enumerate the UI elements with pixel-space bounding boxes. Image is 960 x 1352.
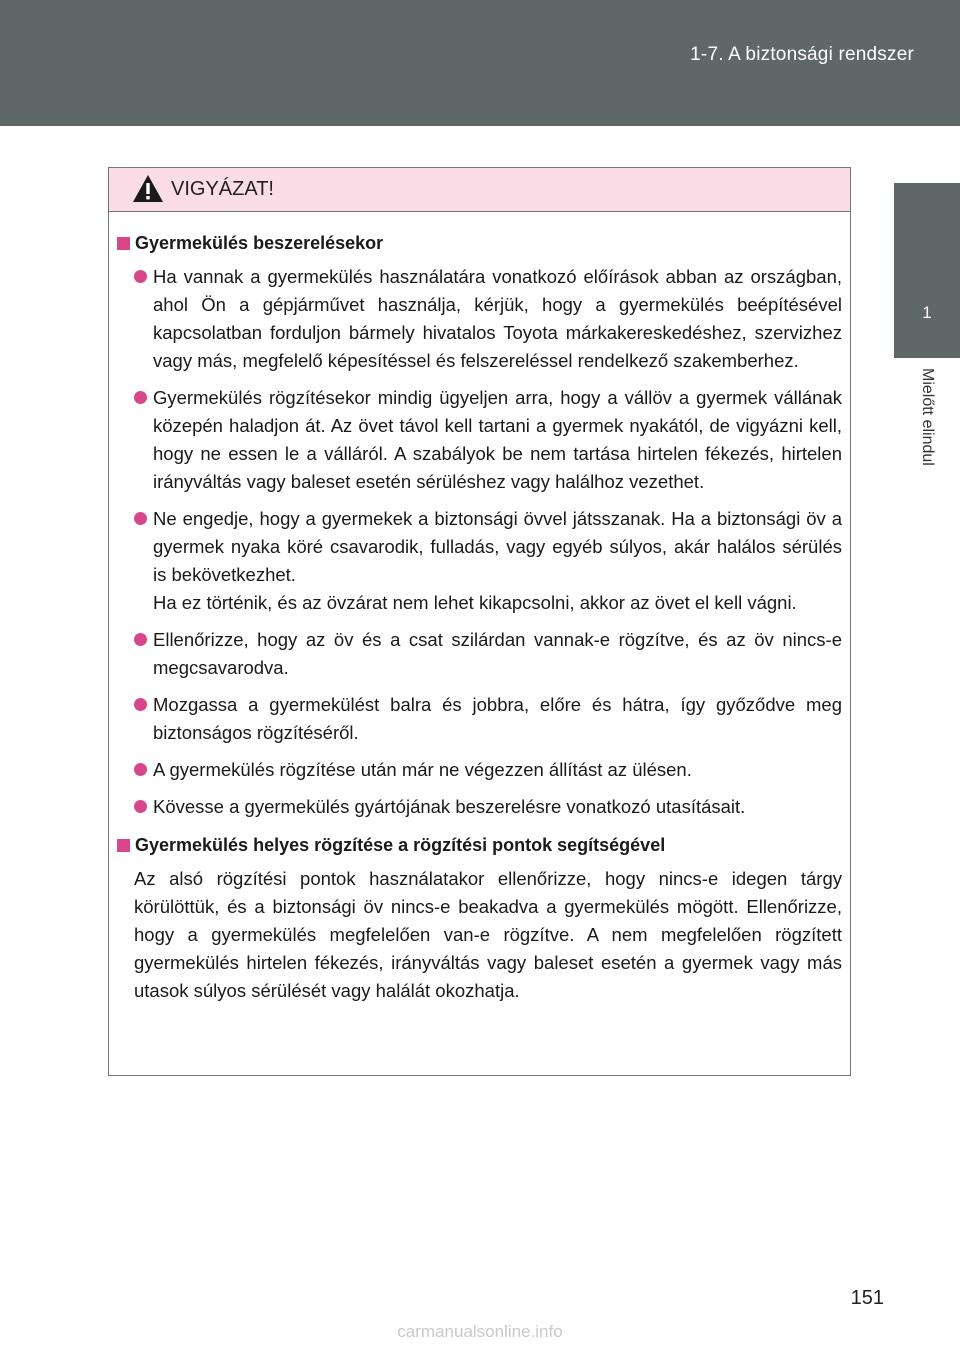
warning-title: VIGYÁZAT!: [171, 178, 274, 200]
list-item-extra-text: Ha ez történik, és az övzárat nem lehet kikapcsolni, akkor az övet el kell vágni.: [153, 592, 797, 613]
list-item: Gyermekülés rögzítésekor mindig ügyeljen arra, hogy a vállöv a gyermek vállának közepén haladjon át. Az övet távol kell tartani a gyermek nyakától, de vigyázni kell, hogy ne essen le a válláról. A szabályok be nem tartása hirtelen fékezés, hirtelen irányváltás vagy baleset esetén sérüléshez vagy halálhoz vezethet.: [113, 384, 842, 496]
warning-box: [108, 167, 851, 1076]
chapter-tab: [894, 183, 960, 358]
list-item: Ellenőrizze, hogy az öv és a csat szilárdan vannak-e rögzítve, és az öv nincs-e megcsavarodva.: [113, 626, 842, 682]
warning-triangle-icon: [131, 173, 165, 204]
page-number: 151: [850, 1287, 884, 1309]
list-item: Ha vannak a gyermekülés használatára vonatkozó előírások abban az országban, ahol Ön a gépjárművet használja, kérjük, hogy a gyermekülés beépítésével kapcsolatban forduljon bármely hivatalos Toyota márkakereskedéshez, szervizhez vagy más, megfelelő képesítéssel és felszereléssel rendelkező szakemberhez.: [113, 263, 842, 375]
chapter-label: Mielőtt elindul: [919, 368, 936, 466]
chapter-label-area: [894, 360, 960, 520]
list-item: [113, 505, 842, 617]
list-item: Mozgassa a gyermekülést balra és jobbra, előre és hátra, így győződve meg biztonságos rögzítéséről.: [113, 691, 842, 747]
list-item: Kövesse a gyermekülés gyártójának beszerelésre vonatkozó utasításait.: [113, 793, 842, 821]
section-paragraph: Az alsó rögzítési pontok használatakor ellenőrizze, hogy nincs-e idegen tárgy körülöttük, és a biztonsági öv nincs-e beakadva a gyermekülés mögött. Ellenőrizze, hogy a gyermekülés megfelelően van-e rögzítve. A nem megfelelően rögzített gyermekülés hirtelen fékezés, irányváltás vagy baleset esetén a gyermek vagy más utasok súlyos sérülését vagy halálát okozhatja.: [134, 868, 842, 1001]
watermark-text: carmanualsonline.info: [397, 1322, 563, 1341]
warning-header: [109, 168, 850, 212]
section-heading: Gyermekülés helyes rögzítése a rögzítési pontok segítségével: [113, 830, 842, 860]
page-header: [0, 0, 960, 126]
warning-content: [109, 212, 850, 1005]
list-item: A gyermekülés rögzítése után már ne végezzen állítást az ülésen.: [113, 756, 842, 784]
list-item-text: Ne engedje, hogy a gyermekek a biztonsági övvel játsszanak. Ha a biztonsági öv a gyermek nyaka köré csavarodik, fulladás, vagy egyéb súlyos, akár halálos sérülés is bekövetkezhet.: [153, 508, 842, 585]
chapter-number: 1: [922, 303, 932, 322]
section-title: 1-7. A biztonsági rendszer: [690, 44, 914, 65]
section-heading: Gyermekülés beszerelésekor: [113, 228, 842, 258]
